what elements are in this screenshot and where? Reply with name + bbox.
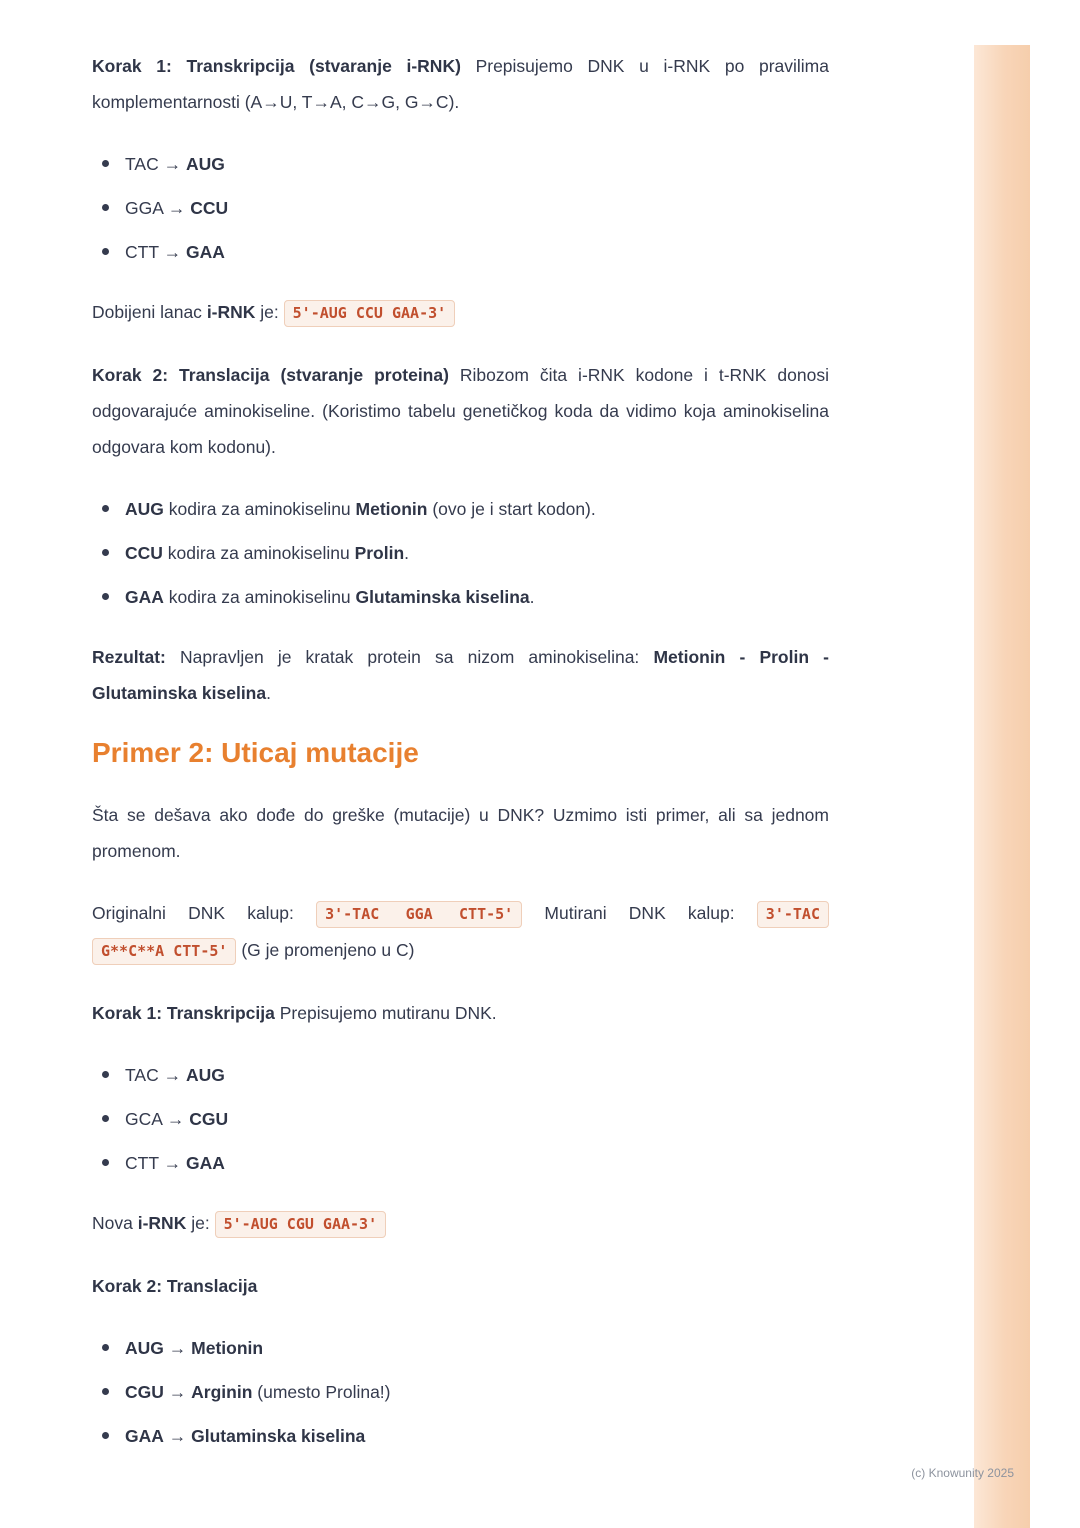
- irnk-label: i-RNK: [137, 1213, 187, 1233]
- korak1b-text: Prepisujemo mutiranu DNK.: [279, 1003, 497, 1023]
- arrow-glyph: →: [168, 1338, 187, 1358]
- korak1-title: Korak 1: Transkripcija (stvaranje i-RNK): [92, 56, 461, 76]
- kalup-original-label: Originalni DNK kalup:: [92, 903, 294, 923]
- rezultat-text: Napravljen je kratak protein sa nizom aminokiselina:: [180, 647, 640, 667]
- list-item: [92, 1107, 829, 1131]
- list-text: kodira za aminokiselinu: [167, 543, 350, 563]
- codon-to: GAA: [185, 1153, 225, 1173]
- list-item: [92, 152, 829, 176]
- copyright-footer: (c) Knowunity 2025: [911, 1466, 1014, 1480]
- codon-from: GCA: [125, 1109, 162, 1129]
- list-text: .: [404, 543, 410, 563]
- list-text: (umesto Prolina!): [252, 1382, 391, 1402]
- list-item: [92, 497, 829, 521]
- kalup-note: (G je promenjeno u C): [241, 940, 415, 960]
- page-edge-stripe: [974, 45, 1030, 1528]
- korak1b-title: Korak 1: Transkripcija: [92, 1003, 275, 1023]
- codon-from: TAC: [125, 154, 159, 174]
- paragraph-primer2-intro: Šta se dešava ako dođe do greške (mutacije) u DNK? Uzmimo isti primer, ali sa jednom promenom.: [92, 805, 829, 861]
- code-dnk-original: 3'-TAC GGA CTT-5': [316, 901, 522, 928]
- codon-to: CGU: [189, 1109, 229, 1129]
- arrow-glyph: →: [166, 1109, 185, 1129]
- list-item: [92, 1380, 829, 1404]
- codon: AUG: [125, 499, 164, 519]
- codon-from: CTT: [125, 1153, 159, 1173]
- list-text: kodira za aminokiselinu: [168, 499, 351, 519]
- amino-acid: Arginin: [191, 1382, 253, 1402]
- list-item: [92, 240, 829, 264]
- kalup-line-2: [92, 932, 829, 969]
- codon-transcription-list-2: [92, 1063, 829, 1175]
- arrow-glyph: →: [163, 154, 182, 174]
- list-text: (ovo je i start kodon).: [427, 499, 596, 519]
- document-content: [92, 48, 829, 1478]
- codon: GAA: [125, 587, 164, 607]
- irnk-result-pre: Dobijeni lanac: [92, 302, 202, 322]
- arrow-glyph: →: [168, 1382, 187, 1402]
- codon-to: AUG: [185, 154, 225, 174]
- list-item: [92, 585, 829, 609]
- nova-irnk-post: je:: [191, 1213, 210, 1233]
- codon-from: TAC: [125, 1065, 159, 1085]
- list-item: [92, 541, 829, 565]
- codon-from: CTT: [125, 242, 159, 262]
- arrow-glyph: →: [163, 1153, 182, 1173]
- codon-transcription-list: [92, 152, 829, 264]
- paragraph-korak2-translacija: [92, 1268, 829, 1304]
- korak2b-title: Korak 2: Translacija: [92, 1276, 258, 1296]
- amino-acid: Glutaminska kiselina: [191, 1426, 366, 1446]
- codon-to: AUG: [185, 1065, 225, 1085]
- arrow-glyph: →: [163, 242, 182, 262]
- codon: CCU: [125, 543, 163, 563]
- paragraph-korak1-mutacija: [92, 995, 829, 1031]
- kalup-line-1: [92, 895, 829, 932]
- section-heading-primer2: Primer 2: Uticaj mutacije: [92, 737, 419, 768]
- list-text: kodira za aminokiselinu: [168, 587, 351, 607]
- korak1-text: Prepisujemo DNK u i-RNK po pravilima komplementarnosti (A→U, T→A, C→G, G→C).: [92, 56, 829, 112]
- codon-to: CCU: [190, 198, 229, 218]
- rezultat-protein: Metionin - Prolin - Glutaminska kiselina: [92, 647, 829, 703]
- arrow-glyph: →: [167, 198, 186, 218]
- codon: CGU: [125, 1382, 164, 1402]
- code-dnk-mutirani-part2: G**C**A CTT-5': [92, 938, 236, 965]
- codon: GAA: [125, 1426, 164, 1446]
- amino-acid: Prolin: [354, 543, 405, 563]
- arrow-glyph: →: [163, 1065, 182, 1085]
- irnk-label: i-RNK: [206, 302, 256, 322]
- codon-from: GGA: [125, 198, 163, 218]
- code-nova-irnk: 5'-AUG CGU GAA-3': [215, 1211, 387, 1238]
- rezultat-post: .: [266, 683, 271, 703]
- korak2-text: Ribozom čita i-RNK kodone i t-RNK donosi odgovarajuće aminokiseline. (Koristimo tabelu genetičkog koda da vidimo koja aminokiselina odgovara kom kodonu).: [92, 365, 829, 457]
- paragraph-dnk-kalup: [92, 895, 829, 969]
- arrow-glyph: →: [168, 1426, 187, 1446]
- list-item: [92, 196, 829, 220]
- codon-translation-list-2: [92, 1336, 829, 1448]
- nova-irnk-pre: Nova: [92, 1213, 133, 1233]
- kalup-mutirani-label: Mutirani DNK kalup:: [544, 903, 735, 923]
- list-item: [92, 1336, 829, 1360]
- amino-acid: Metionin: [191, 1338, 264, 1358]
- code-irnk-result: 5'-AUG CCU GAA-3': [284, 300, 456, 327]
- irnk-result-post: je:: [260, 302, 279, 322]
- codon-translation-list: [92, 497, 829, 609]
- list-text: .: [529, 587, 535, 607]
- paragraph-rezultat: [92, 639, 829, 711]
- code-dnk-mutirani-part1: 3'-TAC: [757, 901, 829, 928]
- irnk-result-line: [92, 294, 829, 331]
- amino-acid: Metionin: [355, 499, 428, 519]
- amino-acid: Glutaminska kiselina: [355, 587, 530, 607]
- korak2-title: Korak 2: Translacija (stvaranje proteina): [92, 365, 449, 385]
- list-item: [92, 1424, 829, 1448]
- paragraph-korak2: [92, 357, 829, 465]
- paragraph-korak1: [92, 48, 829, 120]
- nova-irnk-line: [92, 1205, 829, 1242]
- codon-to: GAA: [185, 242, 225, 262]
- codon: AUG: [125, 1338, 164, 1358]
- rezultat-label: Rezultat:: [92, 647, 166, 667]
- list-item: [92, 1063, 829, 1087]
- list-item: [92, 1151, 829, 1175]
